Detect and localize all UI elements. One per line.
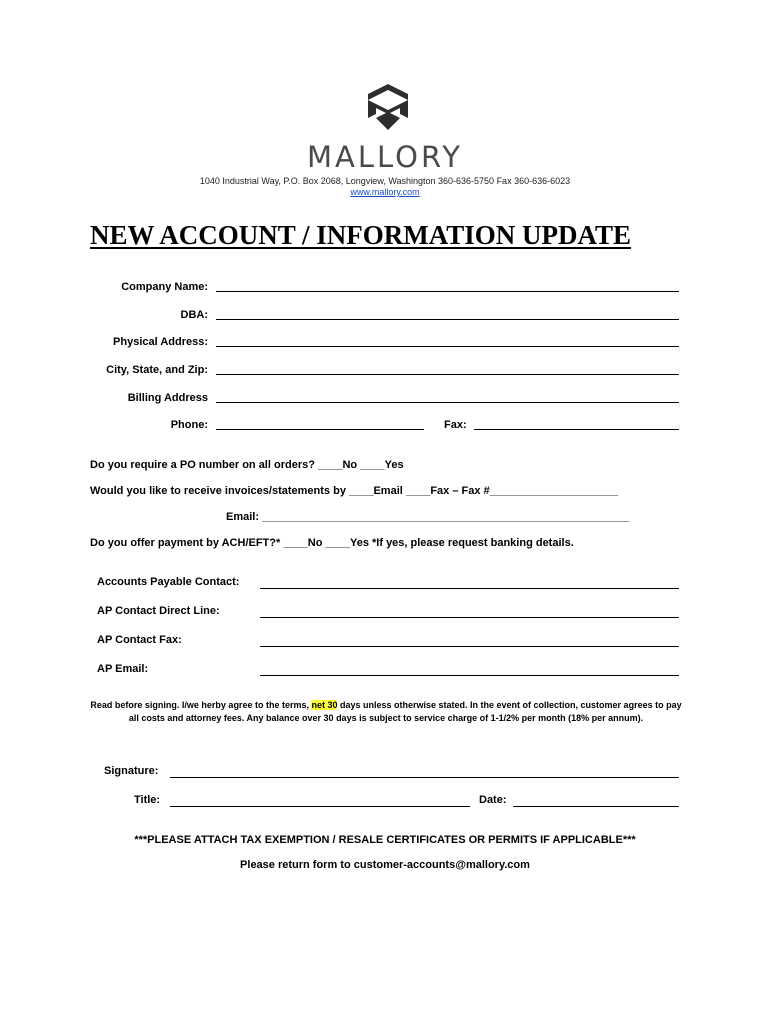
ap-contact-field[interactable]: [260, 588, 679, 589]
return-form-note: Please return form to customer-accounts@mallory.com: [240, 859, 530, 871]
city-state-zip-label: City, State, and Zip:: [106, 364, 208, 376]
terms-text: [86, 699, 686, 725]
fax-field[interactable]: [474, 429, 679, 430]
company-name-field[interactable]: [216, 291, 679, 292]
title-field[interactable]: [170, 806, 470, 807]
date-field[interactable]: [513, 806, 679, 807]
title-label: Title:: [134, 794, 161, 806]
terms-before: Read before signing. I/we herby agree to the terms,: [90, 700, 312, 710]
billing-address-label: Billing Address: [127, 392, 208, 404]
ap-email-label: AP Email:: [97, 663, 149, 675]
signature-field[interactable]: [170, 777, 679, 778]
date-label: Date:: [479, 794, 507, 806]
signature-label: Signature:: [104, 765, 159, 777]
net-30-highlight: net 30: [311, 700, 338, 710]
po-question[interactable]: Do you require a PO number on all orders? ____No ____Yes: [90, 459, 404, 471]
invoice-email-field[interactable]: Email: ____________________________________________________________: [226, 511, 630, 523]
physical-address-field[interactable]: [216, 346, 679, 347]
billing-address-field[interactable]: [216, 402, 679, 403]
page-title: NEW ACCOUNT / INFORMATION UPDATE: [90, 220, 632, 250]
physical-address-label: Physical Address:: [113, 336, 208, 348]
invoice-question[interactable]: Would you like to receive invoices/statements by ____Email ____Fax – Fax #_____________________: [90, 485, 619, 497]
ap-email-field[interactable]: [260, 675, 679, 676]
company-address: 1040 Industrial Way, P.O. Box 2068, Longview, Washington 360-636-5750 Fax 360-636-6023: [199, 176, 571, 186]
attach-certificates-note: ***PLEASE ATTACH TAX EXEMPTION / RESALE CERTIFICATES OR PERMITS IF APPLICABLE***: [134, 834, 636, 846]
dba-label: DBA:: [180, 309, 208, 321]
phone-label: Phone:: [170, 419, 208, 431]
mallory-m-logo-icon: [366, 84, 410, 132]
ach-question[interactable]: Do you offer payment by ACH/EFT?* ____No ____Yes *If yes, please request banking details.: [90, 537, 574, 549]
brand-name: MALLORY: [307, 140, 463, 174]
dba-field[interactable]: [216, 319, 679, 320]
ap-fax-field[interactable]: [260, 646, 679, 647]
website-link[interactable]: www.mallory.com: [350, 187, 420, 197]
ap-direct-line-field[interactable]: [260, 617, 679, 618]
company-name-label: Company Name:: [121, 281, 208, 293]
phone-field[interactable]: [216, 429, 424, 430]
fax-label: Fax:: [444, 419, 467, 431]
terms-after: days unless otherwise stated. In the event of collection, customer agrees to pay all costs and attorney fees. Any balance over 30 days is subject to service charge of 1-1/2% per month (18% per annum).: [128, 700, 682, 723]
city-state-zip-field[interactable]: [216, 374, 679, 375]
ap-contact-label: Accounts Payable Contact:: [97, 576, 240, 588]
ap-direct-line-label: AP Contact Direct Line:: [97, 605, 220, 617]
ap-fax-label: AP Contact Fax:: [97, 634, 182, 646]
